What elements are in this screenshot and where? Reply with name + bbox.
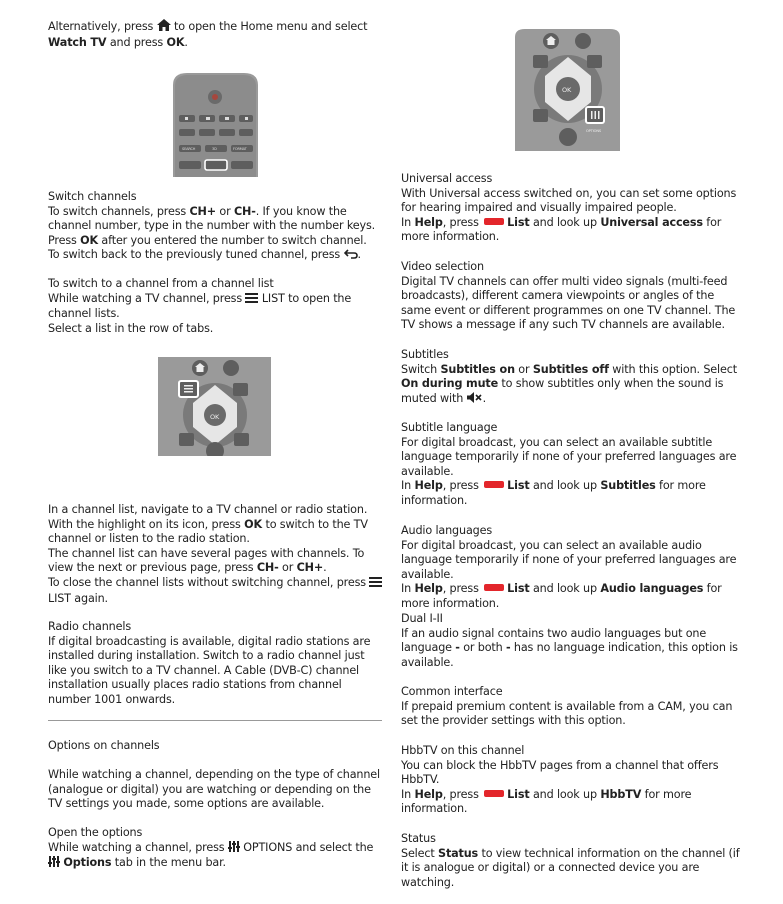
remote-bottom-image xyxy=(165,71,266,177)
red-key-icon xyxy=(484,790,504,797)
options-icon xyxy=(228,841,240,857)
intro-paragraph: Alternatively, press to open the Home menu and select Watch TV and press OK. xyxy=(48,20,368,49)
red-key-icon xyxy=(484,584,504,591)
section-heading: Status xyxy=(401,832,436,845)
universal-access-section: Universal access With Universal access switched on, you can set some options for hearing impaired and visually impaired people. In Help, press List and look up Universal access for more information. xyxy=(401,172,741,245)
section-heading: Dual I-II xyxy=(401,612,443,625)
options-icon xyxy=(48,856,60,872)
dual-section: Dual I-II If an audio signal contains two audio languages but one language - or both - has no language indication, this option is available. xyxy=(401,612,741,670)
svg-text:SEARCH: SEARCH xyxy=(182,147,196,151)
section-heading: Audio languages xyxy=(401,524,493,537)
options-paragraph: While watching a channel, depending on the type of channel (analogue or digital) you are watching or depending on the TV settings you made, some options are available. xyxy=(48,768,380,811)
svg-text:OK: OK xyxy=(210,413,220,421)
svg-text:OPTIONS: OPTIONS xyxy=(586,129,601,133)
section-heading: Universal access xyxy=(401,172,493,185)
subtitle-language-section: Subtitle language For digital broadcast, you can select an available subtitle language temporarily if none of your preferred languages are available. In Help, press List and look up Subtitles for more information. xyxy=(401,421,741,509)
mute-icon xyxy=(467,392,483,408)
section-heading: Subtitle language xyxy=(401,421,498,434)
svg-text:3D: 3D xyxy=(212,147,217,151)
list-navigation-section: In a channel list, navigate to a TV channel or radio station. With the highlight on its icon, press OK to switch to the TV channel or listen to the radio station. The channel list can have several pages with channels. To view the next or previous page, press CH- or CH+. To close the channel lists without switching channel, press LIST again. xyxy=(48,503,384,606)
red-key-icon xyxy=(484,218,504,225)
section-heading: Open the options xyxy=(48,826,143,839)
radio-channels-section: Radio channels If digital broadcasting is available, digital radio stations are installed during installation. Switch to a radio channel just like you switch to a TV channel. A Cable (DVB-C) channel installation usually places radio stations from channel number 1001 onwards. xyxy=(48,620,384,708)
audio-languages-section: Audio languages For digital broadcast, you can select an available audio language temporarily if none of your preferred languages are available. In Help, press List and look up Audio languages for more information. xyxy=(401,524,741,612)
list-icon xyxy=(245,293,258,308)
section-heading: Subtitles xyxy=(401,348,449,361)
section-heading: To switch to a channel from a channel list xyxy=(48,277,274,290)
section-heading: Common interface xyxy=(401,685,503,698)
status-section: Status Select Status to view technical information on the channel (if it is analogue or digital) or a connected device you are watching. xyxy=(401,832,740,889)
divider xyxy=(48,720,382,721)
section-heading: Radio channels xyxy=(48,620,131,633)
remote-navpad-options-image xyxy=(515,29,620,151)
svg-text:FORMAT: FORMAT xyxy=(233,147,247,151)
svg-text:OK: OK xyxy=(562,86,572,94)
video-selection-section: Video selection Digital TV channels can offer multi video signals (multi-feed broadcasts), different camera viewpoints or angles of the same event or different programmes on one TV channel. The TV shows a message if any such TV channels are available. xyxy=(401,260,741,333)
hbbtv-section: HbbTV on this channel You can block the HbbTV pages from a channel that offers HbbTV. In Help, press List and look up HbbTV for more information. xyxy=(401,744,741,817)
section-heading: Switch channels xyxy=(48,190,137,203)
home-icon xyxy=(157,19,171,36)
back-icon xyxy=(344,249,358,264)
remote-navpad-list-image xyxy=(158,357,271,456)
section-heading: Video selection xyxy=(401,260,484,273)
open-options-section: Open the options While watching a channel, press OPTIONS and select the Options tab in the menu bar. xyxy=(48,826,384,872)
list-icon xyxy=(369,577,382,592)
section-heading: HbbTV on this channel xyxy=(401,744,525,757)
channel-list-section: To switch to a channel from a channel list While watching a TV channel, press LIST to open the channel lists. Select a list in the row of tabs. xyxy=(48,277,384,336)
common-interface-section: Common interface If prepaid premium content is available from a CAM, you can set the provider settings with this option. xyxy=(401,685,741,729)
switch-channels-section: Switch channels To switch channels, press CH+ or CH-. If you know the channel number, type in the number with the number keys. Press OK after you entered the number to switch channel. To switch back to the previously tuned channel, press . xyxy=(48,190,384,264)
subtitles-section: Subtitles Switch Subtitles on or Subtitles off with this option. Select On during mute to show subtitles only when the sound is muted with . xyxy=(401,348,741,407)
red-key-icon xyxy=(484,481,504,488)
options-heading: Options on channels xyxy=(48,739,160,752)
